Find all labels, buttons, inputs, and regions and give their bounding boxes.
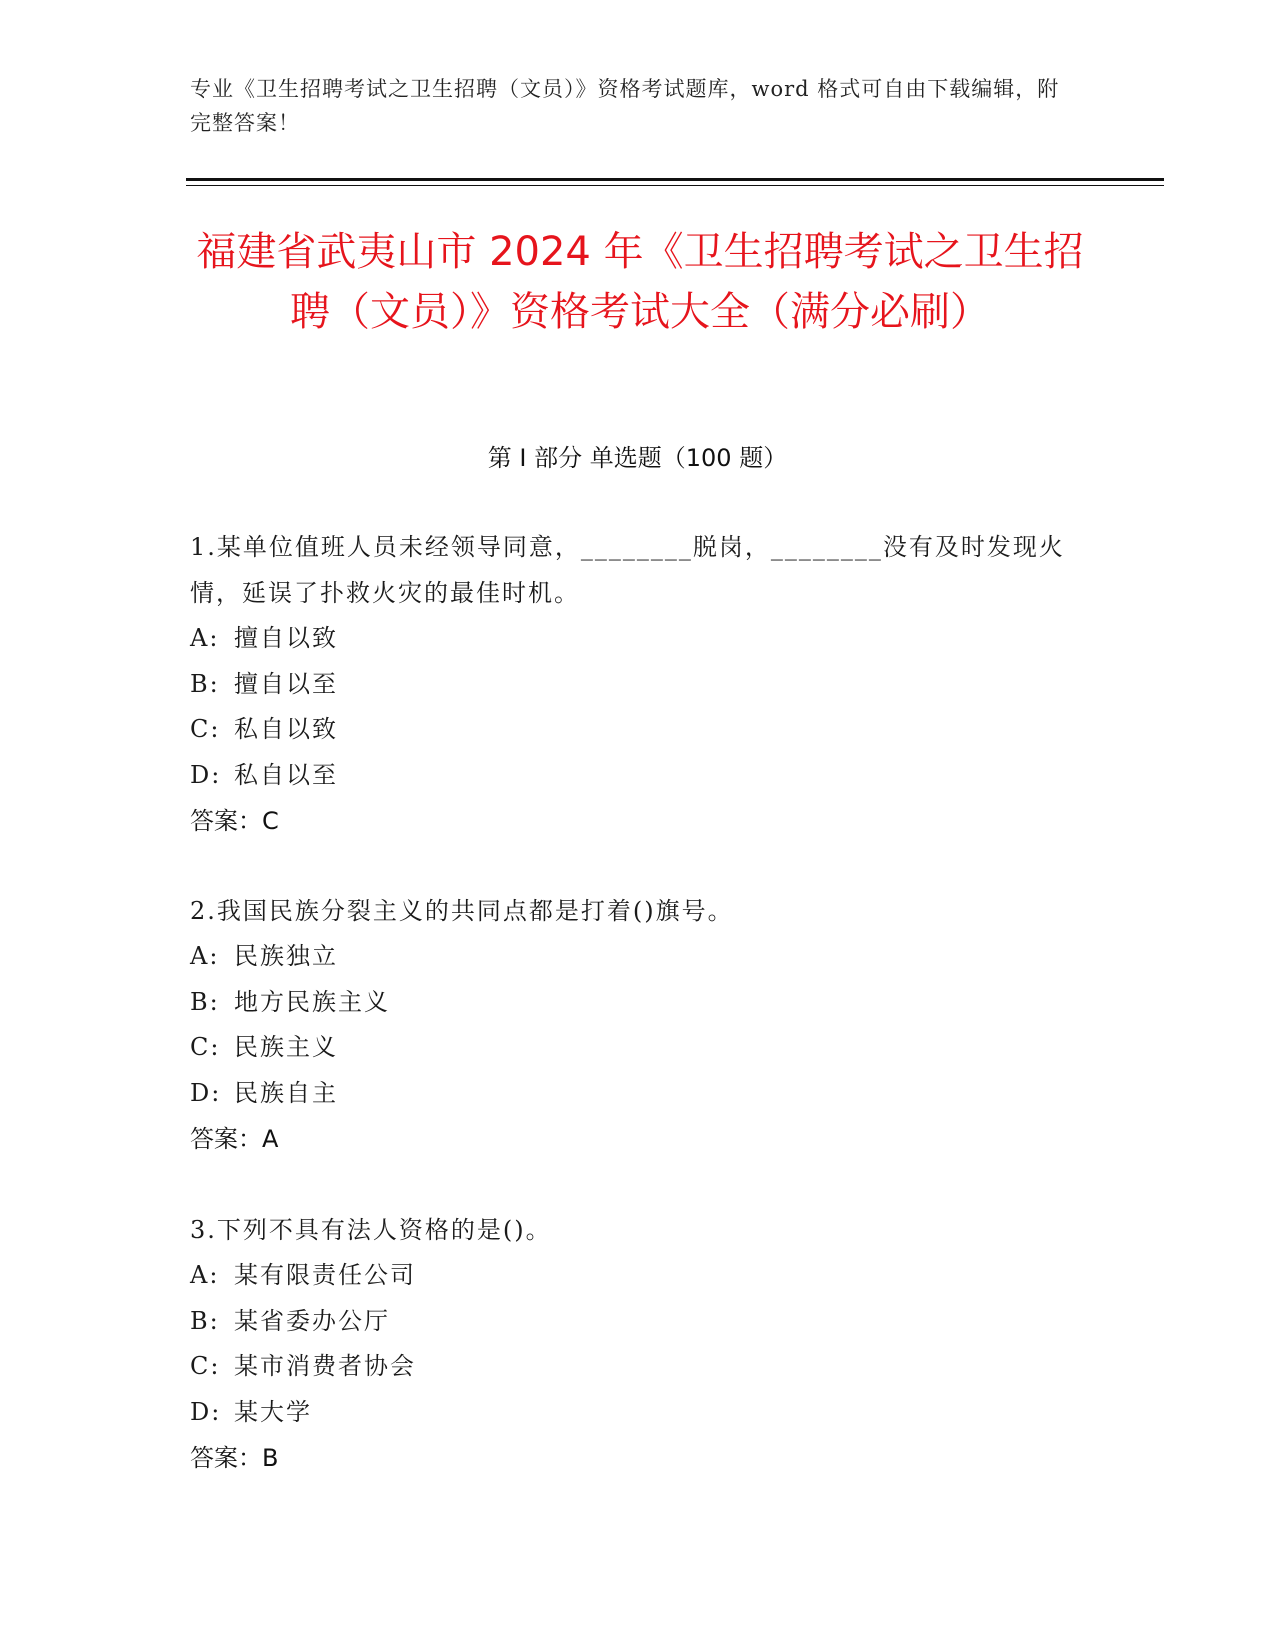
option-a xyxy=(190,934,1070,980)
option-text: 民族独立 xyxy=(234,942,338,970)
option-text: 擅自以致 xyxy=(234,624,338,652)
question-stem: 2.我国民族分裂主义的共同点都是打着()旗号。 xyxy=(190,897,734,925)
question-stem: 1.某单位值班人员未经领导同意，________脱岗，________没有及时发现火情，延误了扑救火灾的最佳时机。 xyxy=(190,533,1065,607)
option-text: 私自以致 xyxy=(234,715,338,743)
document-title: 福建省武夷山市 2024 年《卫生招聘考试之卫生招聘（文员）》资格考试大全（满分必刷） xyxy=(196,229,1084,335)
option-text: 地方民族主义 xyxy=(234,987,390,1016)
answer-line: 答案：A xyxy=(190,1125,279,1153)
option-a xyxy=(190,616,1070,662)
option-text: 某省委办公厅 xyxy=(234,1306,390,1335)
option-c xyxy=(190,1025,1070,1071)
option-key: B: xyxy=(190,1306,220,1335)
option-text: 某市消费者协会 xyxy=(234,1352,416,1380)
option-b xyxy=(190,980,1070,1026)
option-key: C: xyxy=(190,1033,221,1061)
question-1 xyxy=(190,524,1070,844)
header-rule-thick xyxy=(186,178,1164,181)
header-rule-thin xyxy=(186,185,1164,186)
option-key: A: xyxy=(190,624,220,652)
answer-line: 答案：C xyxy=(190,807,279,835)
answer-line: 答案：B xyxy=(190,1444,279,1472)
option-d xyxy=(190,1390,1070,1436)
option-key: A: xyxy=(190,1261,220,1289)
section-title: 第 I 部分 单选题（100 题） xyxy=(487,444,788,472)
option-text: 某有限责任公司 xyxy=(234,1261,416,1289)
option-d xyxy=(190,753,1070,799)
option-c xyxy=(190,707,1070,753)
option-key: C: xyxy=(190,1352,221,1380)
option-text: 某大学 xyxy=(234,1397,312,1426)
option-key: D: xyxy=(190,1397,222,1426)
option-d xyxy=(190,1071,1070,1117)
option-text: 民族自主 xyxy=(234,1078,338,1107)
option-key: A: xyxy=(190,942,220,970)
question-3 xyxy=(190,1207,1070,1481)
option-text: 民族主义 xyxy=(234,1033,338,1061)
option-b xyxy=(190,1299,1070,1345)
option-key: B: xyxy=(190,669,220,698)
option-b xyxy=(190,662,1070,708)
option-key: D: xyxy=(190,760,222,789)
option-key: D: xyxy=(190,1078,222,1107)
question-2 xyxy=(190,888,1070,1162)
option-text: 私自以至 xyxy=(234,760,338,789)
option-key: B: xyxy=(190,987,220,1016)
option-key: C: xyxy=(190,715,221,743)
option-c xyxy=(190,1344,1070,1390)
header-note: 专业《卫生招聘考试之卫生招聘（文员）》资格考试题库，word 格式可自由下载编辑，附完整答案！ xyxy=(190,77,1060,135)
option-a xyxy=(190,1253,1070,1299)
question-stem: 3.下列不具有法人资格的是()。 xyxy=(190,1216,552,1244)
option-text: 擅自以至 xyxy=(234,669,338,698)
